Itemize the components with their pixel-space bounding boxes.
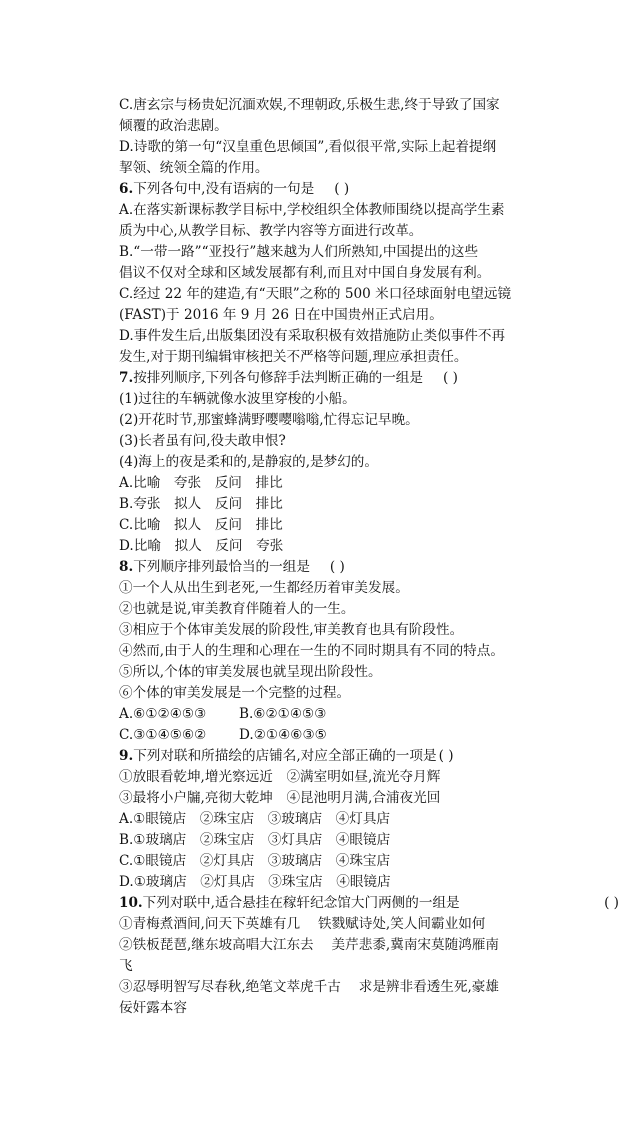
q7-stem-text: 按排列顺序,下列各句修辞手法判断正确的一组是 [133,370,423,386]
q6-option-b-line2: 倡议不仅对全球和区域发展都有利,而且对中国自身发展有利。 [119,265,491,281]
q7-option-c: C.比喻 拟人 反问 排比 [119,517,283,533]
q7-option-b: B.夸张 拟人 反问 排比 [119,496,283,512]
q5-option-c-line1: C.唐玄宗与杨贵妃沉湎欢娱,不理朝政,乐极生悲,终于导致了国家 [119,97,500,113]
q8-sentence-1: ①一个人从出生到老死,一生都经历着审美发展。 [119,580,409,596]
q10-answer-paren[interactable]: ( ) [604,895,619,911]
q9-couplets-1: ①放眼看乾坤,增光察远近 ②满室明如昼,流光夺月辉 [119,769,441,785]
q6-stem-text: 下列各句中,没有语病的一句是 [133,181,315,197]
q7-option-a: A.比喻 夸张 反问 排比 [119,475,283,491]
q6-number: 6. [119,181,134,197]
q8-sentence-2: ②也就是说,审美教育伴随着人的一生。 [119,601,355,617]
q10-couplet-3-line2: 佞奸露本容 [119,1000,187,1016]
q6-option-d-line1: D.事件发生后,出版集团没有采取积极有效措施防止类似事件不再 [119,328,506,344]
exam-page [119,95,619,1019]
q8-stem [119,557,609,578]
q6-option-c-line2: (FAST)于 2016 年 9 月 26 日在中国贵州正式启用。 [119,307,443,323]
q10-couplet-2-line1: ②铁板琵琶,继东坡高唱大江东去 美芹悲黍,冀南宋莫随鸿雁南 [119,937,499,953]
q8-sentence-5: ⑤所以,个体的审美发展也就呈现出阶段性。 [119,664,382,680]
q7-sentence-3: (3)长者虽有问,役夫敢申恨? [119,433,286,449]
q10-number: 10. [119,895,143,911]
q8-option-d: D.②①④⑥③⑤ [239,727,327,743]
q8-option-a: A.⑥①②④⑤③ [119,706,207,722]
q8-answer-paren[interactable]: ( ) [329,559,345,575]
q6-option-d-line2: 发生,对于期刊编辑审核把关不严格等问题,理应承担责任。 [119,349,468,365]
q9-option-c: C.①眼镜店 ②灯具店 ③玻璃店 ④珠宝店 [119,853,391,869]
q9-number: 9. [119,748,134,764]
q8-number: 8. [119,559,134,575]
q10-couplet-3-line1: ③忍辱明智写尽春秋,绝笔文萃虎千古 求是辨非看透生死,豪雄 [119,979,499,995]
q6-stem [119,179,609,200]
q7-sentence-4: (4)海上的夜是柔和的,是静寂的,是梦幻的。 [119,454,378,470]
q10-couplet-1: ①青梅煮酒间,问天下英雄有几 铁戮赋诗处,笑人间霸业如何 [119,916,486,932]
q6-option-a-line1: A.在落实新课标教学目标中,学校组织全体教师围绕以提高学生素 [119,202,505,218]
q8-sentence-4: ④然而,由于人的生理和心理在一生的不同时期具有不同的特点。 [119,643,504,659]
q7-sentence-2: (2)开花时节,那蜜蜂满野嘤嘤嗡嗡,忙得忘记早晚。 [119,412,419,428]
q6-option-a-line2: 质为中心,从教学目标、教学内容等方面进行改革。 [119,223,423,239]
q7-answer-paren[interactable]: ( ) [443,370,458,386]
q5-option-c-line2: 倾覆的政治悲剧。 [119,118,228,134]
q9-option-d: D.①玻璃店 ②灯具店 ③珠宝店 ④眼镜店 [119,874,391,890]
q7-option-d: D.比喻 拟人 反问 夸张 [119,538,284,554]
q7-sentence-1: (1)过往的车辆就像水波里穿梭的小船。 [119,391,356,407]
q10-stem [119,893,619,914]
q8-sentence-3: ③相应于个体审美发展的阶段性,审美教育也具有阶段性。 [119,622,464,638]
q9-answer-paren[interactable]: ( ) [438,748,454,764]
q6-answer-paren[interactable]: ( ) [334,181,350,197]
q8-option-b: B.⑥②①④⑤③ [239,706,327,722]
q8-stem-text: 下列顺序排列最恰当的一组是 [133,559,310,575]
q10-stem-text: 下列对联中,适合悬挂在稼轩纪念馆大门两侧的一组是 [142,895,460,911]
q9-couplets-2: ③最将小户牖,亮彻大乾坤 ④昆池明月满,合浦夜光回 [119,790,441,806]
q5-option-d-line1: D.诗歌的第一句“汉皇重色思倾国”,看似很平常,实际上起着提纲 [119,139,497,155]
q7-stem [119,368,609,389]
q8-option-c: C.③①④⑤⑥② [119,727,207,743]
q10-couplet-2-line2: 飞 [119,958,133,974]
q6-option-b-line1: B.“一带一路”“亚投行”越来越为人们所熟知,中国提出的这些 [119,244,479,260]
q8-options-row-2 [119,725,609,746]
q9-stem [119,746,609,767]
q7-number: 7. [119,370,134,386]
q9-option-b: B.①玻璃店 ②珠宝店 ③灯具店 ④眼镜店 [119,832,391,848]
q5-option-d-line2: 挈领、统领全篇的作用。 [119,160,269,176]
q8-options-row-1 [119,704,609,725]
q8-sentence-6: ⑥个体的审美发展是一个完整的过程。 [119,685,351,701]
q6-option-c-line1: C.经过 22 年的建造,有“天眼”之称的 500 米口径球面射电望远镜 [119,286,512,302]
q9-option-a: A.①眼镜店 ②珠宝店 ③玻璃店 ④灯具店 [119,811,391,827]
q9-stem-text: 下列对联和所描绘的店铺名,对应全部正确的一项是 [133,748,437,764]
